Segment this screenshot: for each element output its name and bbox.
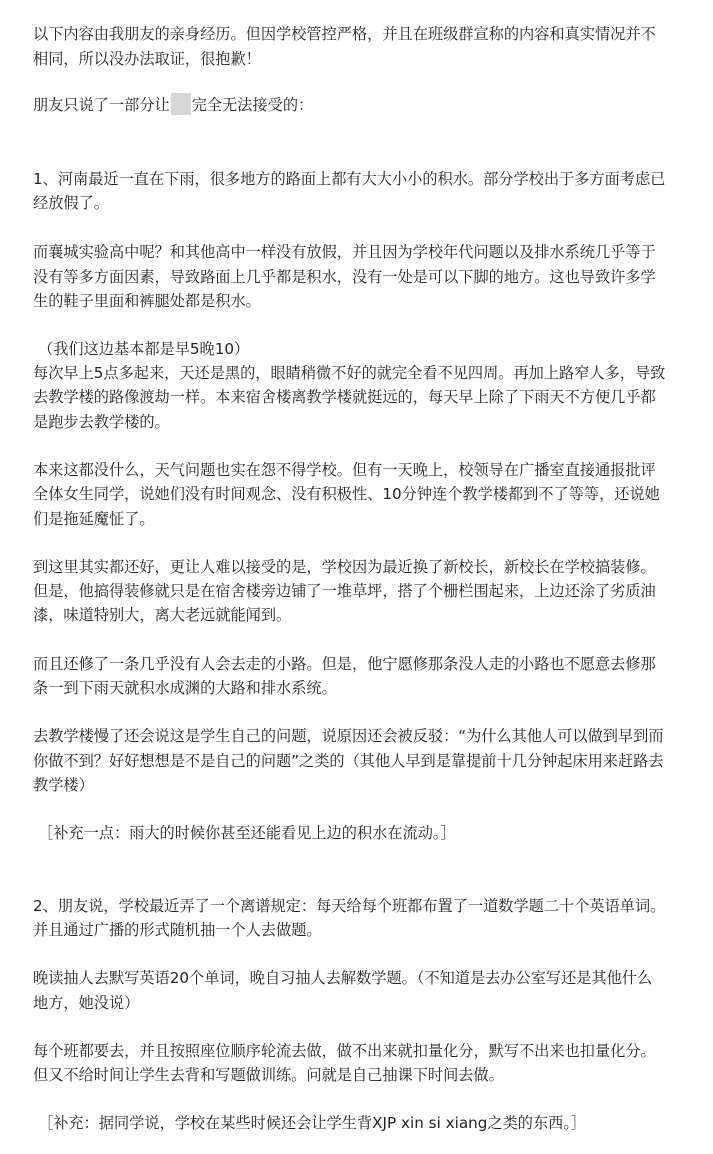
s1-p5-line-2: 但是，他搞得装修就只是在宿舍楼旁边铺了一堆草坪，搭了个栅栏围起来，上边还涂了劣质油 xyxy=(33,582,656,600)
s1-p6-line-1: 而且还修了一条几乎没有人会去走的小路。但是，他宁愿修那条没人走的小路也不愿意去修那 xyxy=(33,655,656,673)
s1-p2-line-3: 生的鞋子里面和裤腿处都是积水。 xyxy=(33,292,261,310)
intro-line-3 xyxy=(33,93,313,118)
s1-p2-line-1: 而襄城实验高中呢？和其他高中一样没有放假，并且因为学校年代问题以及排水系统几乎等于 xyxy=(33,243,656,261)
s2-p3-line-2: 但又不给时间让学生去背和写题做训练。问就是自己抽课下时间去做。 xyxy=(33,1066,504,1084)
s1-p4-line-1: 本来这都没什么，天气问题也实在怨不得学校。但有一天晚上，校领导在广播室直接通报批评 xyxy=(33,461,656,479)
intro-line-2: 相同，所以没办法取证，很抱歉！ xyxy=(33,50,261,68)
s1-p3-line-4: 是跑步去教学楼的。 xyxy=(33,413,170,431)
s2-p1-line-2: 并且通过广播的形式随机抽一个人去做题。 xyxy=(33,921,322,939)
s1-p3-line-1: （我们这边基本都是早5晚10） xyxy=(38,340,250,358)
s2-p1-line-1: 2、朋友说，学校最近弄了一个离谱规定：每天给每个班都布置了一道数学题二十个英语单词。 xyxy=(33,897,666,915)
s2-p2-line-1: 晚读抽人去默写英语20个单词，晚自习抽人去解数学题。（不知道是去办公室写还是其他什么 xyxy=(33,969,653,987)
s1-p1-line-2: 经放假了。 xyxy=(33,194,109,212)
s1-p4-line-3: 们是拖延魔怔了。 xyxy=(33,510,155,528)
redaction-block xyxy=(171,93,191,115)
s1-p4-line-2: 全体女生同学，说她们没有时间观念、没有积极性、10分钟连个教学楼都到不了等等，还说她 xyxy=(33,485,660,503)
s1-p3-line-2: 每次早上5点多起来，天还是黑的，眼睛稍微不好的就完全看不见四周。再加上路窄人多，导致 xyxy=(33,364,666,382)
s1-p3-line-3: 去教学楼的路像渡劫一样。本来宿舍楼离教学楼就挺远的，每天早上除了下雨天不方便几乎都 xyxy=(33,388,656,406)
intro-line-3-before: 朋友只说了一部分让 xyxy=(33,96,170,114)
intro-line-1: 以下内容由我朋友的亲身经历。但因学校管控严格，并且在班级群宣称的内容和真实情况并不 xyxy=(33,25,656,43)
s2-p2-line-2: 地方，她没说） xyxy=(33,994,140,1012)
s1-p7-line-1: 去教学楼慢了还会说这是学生自己的问题，说原因还会被反驳：“为什么其他人可以做到早到而 xyxy=(33,727,664,745)
s1-p5-line-1: 到这里其实都还好，更让人难以接受的是，学校因为最近换了新校长，新校长在学校搞装修。 xyxy=(33,558,656,576)
s1-p7-line-3: 教学楼） xyxy=(33,776,94,794)
s2-supplement-note: ［补充：据同学说，学校在某些时候还会让学生背XJP xin si xiang之类的东西。］ xyxy=(38,1114,587,1132)
s2-p3-line-1: 每个班都要去，并且按照座位顺序轮流去做，做不出来就扣量化分，默写不出来也扣量化分。 xyxy=(33,1042,656,1060)
s1-p6-line-2: 条一到下雨天就积水成渊的大路和排水系统。 xyxy=(33,679,337,697)
s1-p2-line-2: 没有等多方面因素，导致路面上几乎都是积水，没有一处是可以下脚的地方。这也导致许多学 xyxy=(33,268,656,286)
s1-p5-line-3: 漆，味道特别大，离大老远就能闻到。 xyxy=(33,606,292,624)
s1-p7-line-2: 你做不到？好好想想是不是自己的问题”之类的（其他人早到是靠提前十几分钟起床用来赶路去 xyxy=(33,752,664,770)
s1-p1-line-1: 1、河南最近一直在下雨，很多地方的路面上都有大大小小的积水。部分学校出于多方面考虑已 xyxy=(33,170,666,188)
intro-line-3-after: 完全无法接受的： xyxy=(191,96,314,114)
s1-supplement-note: ［补充一点：雨大的时候你甚至还能看见上边的积水在流动。］ xyxy=(38,824,456,842)
